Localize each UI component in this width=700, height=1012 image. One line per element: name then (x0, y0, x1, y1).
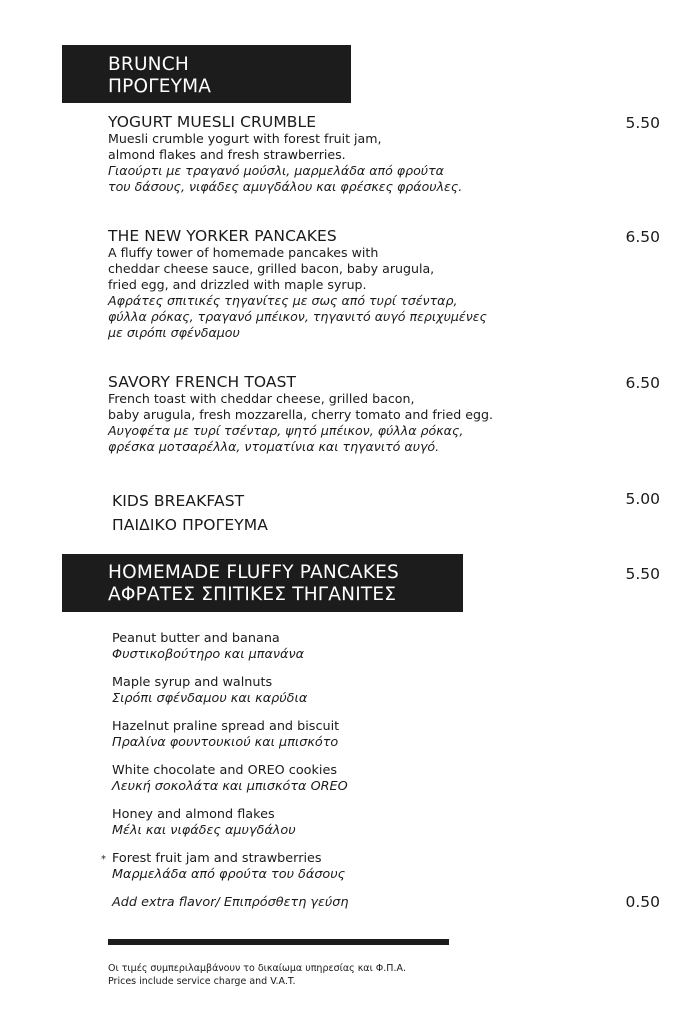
section-header-pancakes (62, 554, 463, 612)
item-desc-en-line: A fluffy tower of homemade pancakes with (108, 245, 379, 260)
item-desc-en-line: almond flakes and fresh strawberries. (108, 147, 346, 162)
footer-note (108, 963, 528, 988)
section-title-en: BRUNCH (108, 54, 189, 75)
item-title: THE NEW YORKER PANCAKES (108, 227, 337, 245)
item-desc-gr-line: με σιρόπι σφένδαμου (108, 325, 240, 340)
section-title-gr: ΑΦΡΑΤΕΣ ΣΠΙΤΙΚΕΣ ΤΗΓΑΝΙΤΕΣ (108, 584, 397, 605)
flavor-name-gr: Πραλίνα φουντουκιού και μπισκότο (112, 734, 339, 750)
extra-flavor-label: Add extra flavor/ Επιπρόσθετη γεύση (112, 895, 349, 910)
section-price: 5.50 (625, 565, 660, 583)
item-price: 5.00 (625, 490, 660, 508)
extra-flavor-price: 0.50 (625, 893, 660, 911)
item-desc-en-line: cheddar cheese sauce, grilled bacon, baby arugula, (108, 261, 435, 276)
list-item-flavor (112, 631, 532, 662)
menu-item-yogurt-muesli (108, 113, 598, 195)
flavor-name-en: White chocolate and OREO cookies (112, 763, 338, 778)
extra-flavor-row (112, 895, 532, 911)
item-price: 5.50 (625, 114, 660, 132)
item-desc-gr-line: φύλλα ρόκας, τραγανό μπέικον, τηγανιτό αυγό περιχυμένες (108, 309, 487, 324)
flavor-name-gr: Σιρόπι σφένδαμου και καρύδια (112, 690, 308, 706)
footer-note-gr: Οι τιμές συμπεριλαμβάνουν το δικαίωμα υπηρεσίας και Φ.Π.Α. (108, 963, 406, 974)
flavor-name-gr: Φυστικοβούτηρο και μπανάνα (112, 646, 305, 662)
section-title-en: HOMEMADE FLUFFY PANCAKES (108, 562, 399, 583)
menu-item-new-yorker-pancakes (108, 227, 598, 341)
footer-note-en: Prices include service charge and V.A.T. (108, 975, 296, 987)
list-item-flavor (112, 763, 532, 794)
flavor-name-en: Honey and almond flakes (112, 807, 275, 822)
item-desc-en-line: Muesli crumble yogurt with forest fruit jam, (108, 131, 382, 146)
list-item-flavor (112, 851, 532, 882)
list-item-flavor (112, 675, 532, 706)
item-desc-gr-line: Γιαούρτι με τραγανό μούσλι, μαρμελάδα από φρούτα (108, 163, 444, 178)
section-header-brunch (62, 45, 351, 103)
item-price: 6.50 (625, 228, 660, 246)
flavor-name-gr: Μέλι και νιφάδες αμυγδάλου (112, 822, 296, 838)
flavor-name-en: Hazelnut praline spread and biscuit (112, 719, 340, 734)
asterisk-marker: * (101, 854, 106, 865)
item-desc-en-line: baby arugula, fresh mozzarella, cherry tomato and fried egg. (108, 407, 493, 422)
footer-divider (108, 939, 449, 945)
flavor-name-en: Maple syrup and walnuts (112, 675, 273, 690)
flavor-name-en: Peanut butter and banana (112, 631, 280, 646)
menu-item-kids-breakfast (112, 489, 602, 537)
item-price: 6.50 (625, 374, 660, 392)
item-desc-en-line: French toast with cheddar cheese, grilled bacon, (108, 391, 415, 406)
item-title: YOGURT MUESLI CRUMBLE (108, 113, 317, 131)
list-item-flavor (112, 807, 532, 838)
item-desc-gr-line: του δάσους, νιφάδες αμυγδάλου και φρέσκες φράουλες. (108, 179, 463, 194)
item-desc-gr-line: φρέσκα μοτσαρέλλα, ντοματίνια και τηγανιτό αυγό. (108, 439, 440, 454)
item-desc-gr-line: Αυγοφέτα με τυρί τσένταρ, ψητό μπέικον, φύλλα ρόκας, (108, 423, 464, 438)
list-item-flavor (112, 719, 532, 750)
menu-item-savory-french-toast (108, 373, 598, 455)
item-title-en: KIDS BREAKFAST (112, 492, 245, 510)
flavor-name-en: Forest fruit jam and strawberries (112, 851, 322, 866)
section-title-gr: ΠΡΟΓΕΥΜΑ (108, 76, 212, 97)
item-title: SAVORY FRENCH TOAST (108, 373, 297, 391)
item-title-gr: ΠΑΙΔΙΚΟ ΠΡΟΓΕΥΜΑ (112, 516, 268, 534)
item-desc-gr-line: Αφράτες σπιτικές τηγανίτες με σως από τυρί τσένταρ, (108, 293, 458, 308)
item-desc-en-line: fried egg, and drizzled with maple syrup. (108, 277, 367, 292)
flavor-name-gr: Λευκή σοκολάτα και μπισκότα OREO (112, 778, 348, 794)
flavor-name-gr: Μαρμελάδα από φρούτα του δάσους (112, 866, 346, 882)
